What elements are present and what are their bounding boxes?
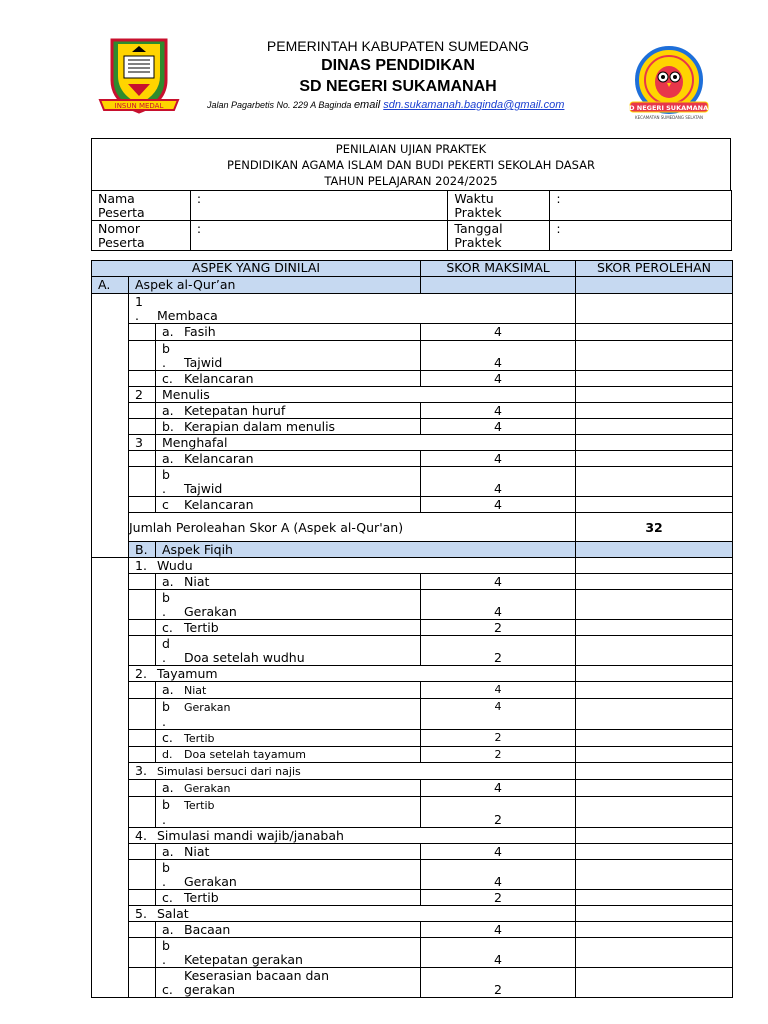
- section-b-row: [92, 542, 733, 558]
- score-input[interactable]: [576, 403, 733, 419]
- section-a-title: Aspek al-Qur’an: [129, 277, 421, 294]
- table-row: a. Niat 4: [92, 682, 733, 699]
- score-input[interactable]: [576, 890, 733, 906]
- total-a-row: [92, 513, 733, 542]
- subsection-label: Simulasi bersuci dari najis: [157, 765, 301, 778]
- left-logo-banner: INSUN MEDAL: [114, 102, 164, 110]
- score-input[interactable]: [576, 324, 733, 341]
- school-owl-logo: [624, 46, 714, 122]
- table-row: b . Tajwid 4: [92, 341, 733, 371]
- score-input[interactable]: [576, 435, 733, 451]
- subsection-label: Tayamum: [157, 666, 218, 681]
- table-row: c. Tertib 2: [92, 890, 733, 906]
- table-row: c Kelancaran 4: [92, 497, 733, 513]
- table-row: b Gerakan . 4: [92, 699, 733, 730]
- score-input[interactable]: [576, 467, 733, 497]
- score-input[interactable]: [576, 747, 733, 763]
- exam-title-line2: PENDIDIKAN AGAMA ISLAM DAN BUDI PEKERTI SEKOLAH DASAR: [227, 158, 595, 172]
- score-table: [91, 260, 733, 998]
- subsection-label: Salat: [157, 906, 189, 921]
- table-row: b . Ketepatan gerakan 4: [92, 938, 733, 968]
- table-header: [92, 261, 733, 277]
- table-row: b . Gerakan 4: [92, 860, 733, 890]
- score-input[interactable]: [576, 968, 733, 998]
- table-row: 3 Menghafal: [92, 435, 733, 451]
- score-input[interactable]: [576, 451, 733, 467]
- email-label: email: [353, 99, 384, 111]
- score-input[interactable]: [576, 938, 733, 968]
- table-row: 4. Simulasi mandi wajib/janabah: [92, 828, 733, 844]
- table-row: a. Kelancaran 4: [92, 451, 733, 467]
- table-row: a. Niat 4: [92, 844, 733, 860]
- table-row: 5. Salat: [92, 906, 733, 922]
- nomor-peserta-field[interactable]: :: [190, 221, 448, 251]
- subsection-label: Simulasi mandi wajib/janabah: [157, 828, 344, 843]
- agency-name: DINAS PENDIDIKAN: [321, 57, 475, 74]
- table-row: a. Niat 4: [92, 574, 733, 590]
- table-row: b Tertib . 2: [92, 797, 733, 828]
- table-row: b . Tajwid 4: [92, 467, 733, 497]
- score-input[interactable]: [576, 860, 733, 890]
- score-input[interactable]: [576, 574, 733, 590]
- address-text: Jalan Pagarbetis No. 229 A Baginda: [207, 100, 354, 110]
- waktu-praktek-label: Waktu Praktek: [448, 191, 550, 221]
- email-link[interactable]: sdn.sukamanah.baginda@gmail.com: [383, 99, 565, 111]
- participant-info-table: [91, 190, 732, 251]
- letterhead: [0, 0, 768, 125]
- exam-title-line1: PENILAIAN UJIAN PRAKTEK: [335, 142, 487, 156]
- table-row: c. Kelancaran 4: [92, 371, 733, 387]
- table-row: c. Tertib 2: [92, 620, 733, 636]
- score-input[interactable]: [576, 497, 733, 513]
- col-aspek: ASPEK YANG DINILAI: [92, 261, 421, 277]
- table-row: a. Fasih 4: [92, 324, 733, 341]
- right-logo-caption: KECAMATAN SUMEDANG SELATAN: [635, 115, 703, 120]
- score-input[interactable]: [576, 558, 733, 574]
- tanggal-praktek-label: Tanggal Praktek: [448, 221, 550, 251]
- total-a-label: Jumlah Peroleahan Skor A (Aspek al-Qur'an): [129, 513, 576, 542]
- table-row: c. Tertib 2: [92, 730, 733, 747]
- score-input[interactable]: [576, 780, 733, 797]
- nama-peserta-label: Nama Peserta: [92, 191, 191, 221]
- tanggal-praktek-field[interactable]: :: [550, 221, 732, 251]
- score-input[interactable]: [576, 699, 733, 730]
- score-input[interactable]: [576, 620, 733, 636]
- school-name: SD NEGERI SUKAMANAH: [299, 78, 497, 95]
- info-row-2: [92, 221, 732, 251]
- school-address: [207, 99, 564, 111]
- section-b-letter: B.: [129, 542, 156, 558]
- score-input[interactable]: [576, 387, 733, 403]
- table-row: d . Doa setelah wudhu 2: [92, 636, 733, 666]
- info-row-1: [92, 191, 732, 221]
- table-row: b . Gerakan 4: [92, 590, 733, 620]
- exam-title-line3: TAHUN PELAJARAN 2024/2025: [324, 174, 498, 188]
- score-input[interactable]: [576, 763, 733, 780]
- score-input[interactable]: [576, 828, 733, 844]
- score-input[interactable]: [576, 341, 733, 371]
- right-logo-banner: SD NEGERI SUKAMANAH: [624, 104, 714, 112]
- section-b-title: Aspek Fiqih: [156, 542, 576, 558]
- subsection-label: Menghafal: [156, 435, 576, 451]
- waktu-praktek-field[interactable]: :: [550, 191, 732, 221]
- score-input[interactable]: [576, 590, 733, 620]
- table-row: d. Doa setelah tayamum 2: [92, 747, 733, 763]
- table-row: a. Ketepatan huruf 4: [92, 403, 733, 419]
- score-input[interactable]: [576, 906, 733, 922]
- table-row: a. Gerakan 4: [92, 780, 733, 797]
- subsection-label: Menulis: [156, 387, 576, 403]
- table-row: a. Bacaan 4: [92, 922, 733, 938]
- regency-name: PEMERINTAH KABUPATEN SUMEDANG: [266, 38, 530, 54]
- nama-peserta-field[interactable]: :: [190, 191, 448, 221]
- score-input[interactable]: [576, 294, 733, 324]
- score-input[interactable]: [576, 666, 733, 682]
- col-skor-perolehan: SKOR PEROLEHAN: [576, 261, 733, 277]
- table-row: 3. Simulasi bersuci dari najis: [92, 763, 733, 780]
- subsection-label: Wudu: [157, 558, 193, 573]
- score-input[interactable]: [576, 371, 733, 387]
- table-row: Keserasian bacaan dan c. gerakan 2: [92, 968, 733, 998]
- table-row: 2 Menulis: [92, 387, 733, 403]
- score-input[interactable]: [576, 636, 733, 666]
- score-input[interactable]: [576, 419, 733, 435]
- table-row: 1. Wudu: [92, 558, 733, 574]
- section-a-row: [92, 277, 733, 294]
- score-input[interactable]: [576, 797, 733, 828]
- score-input[interactable]: [576, 844, 733, 860]
- table-row: 2. Tayamum: [92, 666, 733, 682]
- table-row: b. Kerapian dalam menulis 4: [92, 419, 733, 435]
- nomor-peserta-label: Nomor Peserta: [92, 221, 191, 251]
- table-row: 1 . Membaca: [92, 294, 733, 324]
- score-input[interactable]: [576, 922, 733, 938]
- subsection-label: Membaca: [157, 308, 218, 323]
- score-input[interactable]: [576, 730, 733, 747]
- section-a-letter: A.: [92, 277, 129, 294]
- col-skor-maksimal: SKOR MAKSIMAL: [421, 261, 576, 277]
- total-a-value: 32: [576, 513, 733, 542]
- score-input[interactable]: [576, 682, 733, 699]
- exam-title-box: [91, 138, 731, 190]
